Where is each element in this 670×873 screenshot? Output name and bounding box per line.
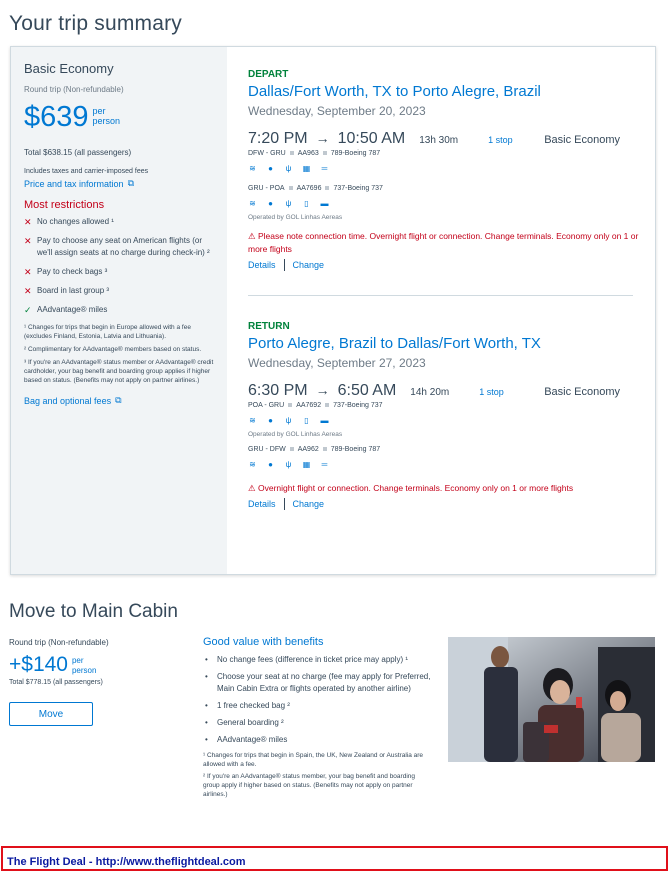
operated-by: Operated by GOL Linhas Aereas <box>248 431 343 438</box>
main-cabin-benefits <box>203 636 433 802</box>
details-link[interactable]: Details <box>248 260 276 270</box>
power-icon: ● <box>268 415 273 425</box>
tv-icon: ▬ <box>320 415 329 425</box>
fare-trip-type: Round trip (Non-refundable) <box>24 85 124 94</box>
benefit-item: • AAdvantage® miles <box>203 734 433 746</box>
arrive-time: 10:50 AM <box>337 130 406 147</box>
page-title: Your trip summary <box>9 12 183 35</box>
fare-panel <box>11 47 227 574</box>
segment-actions <box>248 259 648 271</box>
return-label: RETURN <box>248 321 290 332</box>
taxes-note: Includes taxes and carrier-imposed fees <box>24 168 149 175</box>
warning-text: ⚠ Overnight flight or connection. Change terminals. Economy only on 1 or more flights <box>248 483 574 493</box>
restriction-item: ✕ Pay to check bags ³ <box>24 267 108 277</box>
stops-link[interactable]: 1 stop <box>488 135 513 145</box>
main-cabin-per: per <box>71 656 84 665</box>
entertainment-icon: ▦ <box>302 163 311 173</box>
details-link[interactable]: Details <box>248 499 276 509</box>
change-link[interactable]: Change <box>292 499 325 509</box>
leg-info: DFW - GRU AA963 789-Boeing 787 <box>248 150 381 157</box>
move-button[interactable]: Move <box>9 702 93 726</box>
trip-summary-card <box>10 46 656 575</box>
restriction-item: ✕ Board in last group ³ <box>24 286 110 296</box>
usb-icon: ψ <box>285 415 292 425</box>
stops-link[interactable]: 1 stop <box>479 387 504 397</box>
seat-icon: ═ <box>321 459 328 469</box>
benefits-title: Good value with benefits <box>203 636 324 648</box>
arrow-right-icon: → <box>315 382 330 398</box>
leg-info: GRU - DFW AA962 789-Boeing 787 <box>248 446 381 453</box>
usb-icon: ψ <box>285 198 292 208</box>
fare-per: per <box>92 106 106 116</box>
restriction-item: ✕ Pay to choose any seat on American flights (or we'll assign seats at no charge during check-in) ² <box>24 236 210 257</box>
benefit-item: • 1 free checked bag ² <box>203 700 433 712</box>
depart-time: 7:20 PM <box>248 130 308 147</box>
benefits-list <box>203 654 433 746</box>
amenities <box>248 163 648 173</box>
footnote: ¹ Changes for trips that begin in Spain, the UK, New Zealand or Australia are allowed with a fee. <box>203 752 424 768</box>
main-cabin-trip-type: Round trip (Non-refundable) <box>9 638 109 647</box>
fare-price <box>24 101 214 133</box>
return-times <box>248 382 648 400</box>
depart-date: Wednesday, September 20, 2023 <box>248 104 426 118</box>
return-route: Porto Alegre, Brazil to Dallas/Fort Worth, TX <box>248 335 541 352</box>
operated-by: Operated by GOL Linhas Aereas <box>248 214 343 221</box>
bag-fees-link[interactable] <box>24 395 214 406</box>
check-icon: ✓ <box>24 305 32 315</box>
depart-segment <box>248 69 648 271</box>
x-icon: ✕ <box>24 267 32 277</box>
wifi-icon: ≋ <box>249 163 256 173</box>
footnote: ³ If you're an AAdvantage® status member or AAdvantage® credit cardholder, your bag benefit and boarding group applies if higher based on status. (Benefits may not apply on partner airlines.) <box>24 359 214 384</box>
tv-icon: ▬ <box>320 198 329 208</box>
leg-info: POA - GRU AA7692 737-Boeing 737 <box>248 402 383 409</box>
main-cabin-price-block <box>9 637 199 726</box>
price-tax-link-label[interactable]: Price and tax information <box>24 178 124 189</box>
power-icon: ● <box>268 459 273 469</box>
main-cabin-price <box>9 654 199 676</box>
wifi-icon: ≋ <box>249 415 256 425</box>
depart-times <box>248 130 648 148</box>
benefit-item: • General boarding ² <box>203 717 433 729</box>
cabin-photo-illustration <box>448 637 655 762</box>
cabin-passengers-photo <box>448 637 655 762</box>
footer-banner <box>1 846 668 871</box>
wifi-icon: ≋ <box>249 459 256 469</box>
depart-route: Dallas/Fort Worth, TX to Porto Alegre, Brazil <box>248 83 541 100</box>
footnote: ² Complimentary for AAdvantage® members based on status. <box>24 346 202 353</box>
return-date: Wednesday, September 27, 2023 <box>248 356 426 370</box>
itinerary <box>248 47 648 510</box>
fare-total: Total $638.15 (all passengers) <box>24 148 132 157</box>
benefit-item: • No change fees (difference in ticket price may apply) ¹ <box>203 654 433 666</box>
external-window-icon: ⧉ <box>115 395 122 405</box>
depart-label: DEPART <box>248 69 289 80</box>
restrictions-title: Most restrictions <box>24 199 105 211</box>
price-tax-link[interactable] <box>24 178 214 189</box>
arrow-right-icon: → <box>315 130 330 146</box>
restrictions-list <box>24 216 214 316</box>
main-cabin-person: person <box>71 666 97 675</box>
footer-text[interactable]: The Flight Deal - http://www.theflightdeal.com <box>7 856 246 868</box>
cabin-class: Basic Economy <box>544 386 620 398</box>
phone-icon: ▯ <box>304 198 309 208</box>
return-segment <box>248 321 648 510</box>
restriction-item: ✓ AAdvantage® miles <box>24 305 108 315</box>
amenities <box>248 459 648 469</box>
leg-info: GRU - POA AA7696 737-Boeing 737 <box>248 185 383 192</box>
benefit-item: • Choose your seat at no charge (fee may apply for Preferred, Main Cabin Extra or flights operated by another airline) <box>203 671 433 695</box>
fare-person: person <box>92 116 121 126</box>
segment-actions <box>248 498 648 510</box>
fare-name: Basic Economy <box>24 61 114 76</box>
x-icon: ✕ <box>24 286 32 296</box>
cabin-class: Basic Economy <box>544 134 620 146</box>
divider <box>248 295 633 296</box>
wifi-icon: ≋ <box>249 198 256 208</box>
move-to-main-cabin-title: Move to Main Cabin <box>9 601 178 622</box>
x-icon: ✕ <box>24 236 32 246</box>
restriction-item: ✕ No changes allowed ¹ <box>24 217 114 227</box>
fare-price-amount: $639 <box>24 101 89 133</box>
duration: 14h 20m <box>410 387 450 398</box>
footnote: ¹ Changes for trips that begin in Europe allowed with a fee (excludes Finland, Estonia, Latvia and Lithuania). <box>24 324 191 340</box>
duration: 13h 30m <box>419 135 459 146</box>
seat-icon: ═ <box>321 163 328 173</box>
usb-icon: ψ <box>285 459 292 469</box>
change-link[interactable]: Change <box>292 260 325 270</box>
depart-time: 6:30 PM <box>248 382 308 399</box>
bag-fees-link-label[interactable]: Bag and optional fees <box>24 395 112 406</box>
entertainment-icon: ▦ <box>302 459 311 469</box>
usb-icon: ψ <box>285 163 292 173</box>
x-icon: ✕ <box>24 217 32 227</box>
phone-icon: ▯ <box>304 415 309 425</box>
main-cabin-total: Total $778.15 (all passengers) <box>9 679 103 686</box>
amenities <box>248 415 648 425</box>
warning-text: ⚠ Please note connection time. Overnight flight or connection. Change terminals. Economy only on 1 or more flights <box>248 231 639 254</box>
power-icon: ● <box>268 163 273 173</box>
main-cabin-price-amount: +$140 <box>9 653 68 676</box>
amenities <box>248 198 648 208</box>
footnote: ² If you're an AAdvantage® status member, your bag benefit and boarding group apply if higher based on status. (Benefits may not apply on partner airlines.) <box>203 773 415 798</box>
power-icon: ● <box>268 198 273 208</box>
arrive-time: 6:50 AM <box>337 382 397 399</box>
external-window-icon: ⧉ <box>127 178 134 188</box>
